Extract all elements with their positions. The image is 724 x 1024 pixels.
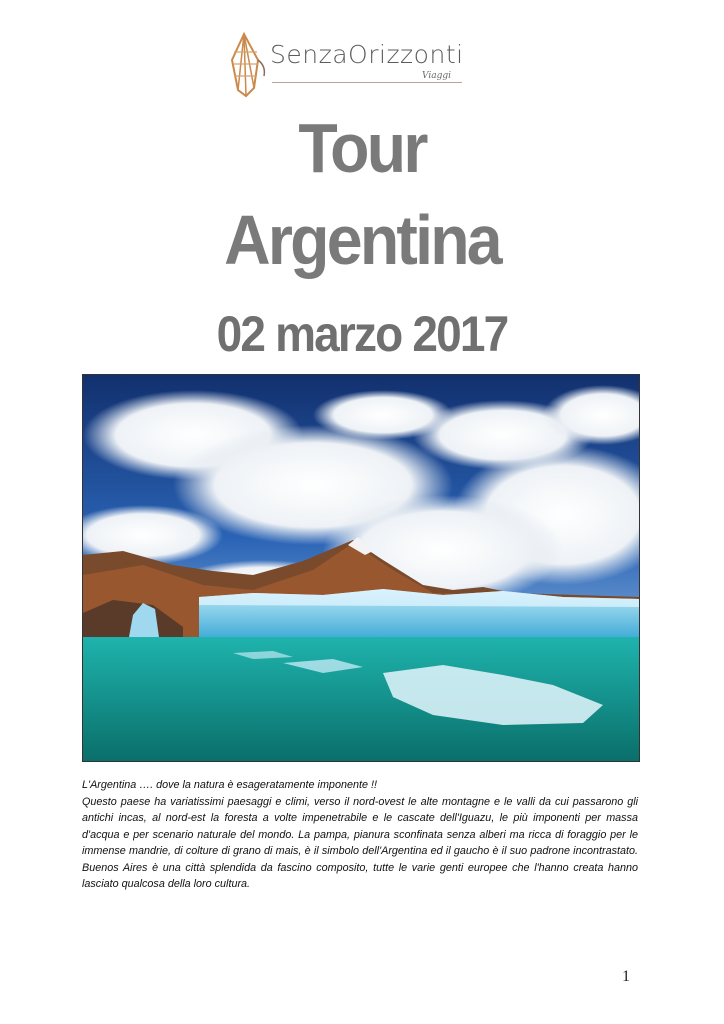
intro-body: Questo paese ha variatissimi paesaggi e climi, verso il nord-ovest le alte montagne e le valli da cui passarono gli antichi incas, al nord-est la foresta a volte impenetrabile e le cascate dell'Iguazu, le più imponenti per massa d'acqua e per scenario naturale del mondo. La pampa, pianura sconfinata senza alberi ma ricca di foraggio per le immense mandrie, di colture di grano di mais, è il simbolo dell'Argentina ed il gaucho è il suo padrone incontrastato. Buenos Aires è una città splendida da fascino composito, tutte le varie genti europee che l'hanno creata hanno lasciato qualcosa della loro cultura. xyxy=(82,795,638,890)
brand-subtitle: Viaggi xyxy=(422,71,451,81)
title-line-argentina: Argentina xyxy=(224,201,500,279)
brand-logo xyxy=(224,30,464,100)
title-line-tour: Tour xyxy=(298,109,426,187)
glacier-photo xyxy=(82,374,640,762)
page-number: 1 xyxy=(622,968,630,985)
tour-date: 02 marzo 2017 xyxy=(216,306,508,362)
intro-text xyxy=(82,777,638,893)
shell-logo-icon xyxy=(224,30,268,98)
brand-name: SenzaOrizzonti xyxy=(270,40,464,69)
intro-lead: L'Argentina …. dove la natura è esageratamente imponente !! xyxy=(82,779,377,791)
logo-underline xyxy=(272,82,462,83)
